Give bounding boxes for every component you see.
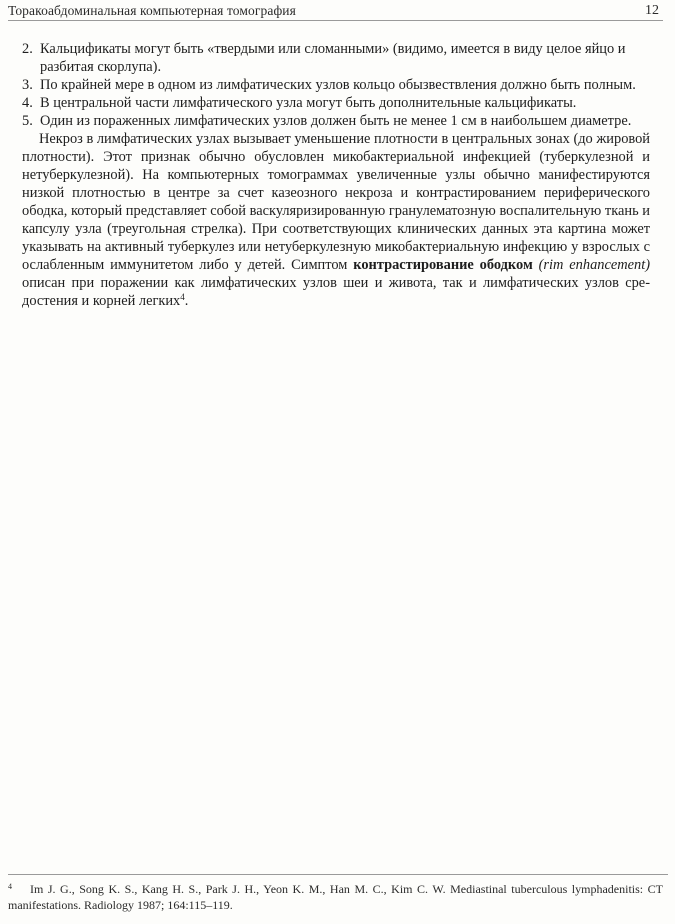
term-russian: контрастирование ободком: [353, 257, 533, 273]
paragraph-text: .: [184, 293, 189, 309]
page-body: [22, 40, 650, 310]
criteria-list: [22, 40, 650, 130]
list-item-text: В центральной части лимфатического узла могут быть дополнительные кальцификаты.: [40, 95, 577, 111]
body-paragraph: [22, 130, 650, 310]
list-item: [22, 94, 650, 112]
term-english: (rim enhancement): [538, 257, 650, 273]
list-item: [22, 40, 650, 76]
list-item: [22, 112, 650, 130]
list-item-text: Кальцификаты могут быть «твердыми или сломанными» (видимо, имеется в виду целое яйцо и разбитая скорлупа).: [40, 41, 626, 75]
list-item-text: Один из пораженных лимфатических узлов должен быть не менее 1 см в наибольшем диаметре.: [40, 113, 632, 129]
paragraph-text: описан при поражении как лимфатических узлов шеи и живота, так и лимфатических узлов средостения и корней легких: [22, 275, 650, 309]
list-item-number: 4.: [22, 95, 33, 111]
running-title: Торакоабдоминальная компьютерная томография: [8, 3, 296, 18]
footnote-divider: [8, 874, 668, 875]
footnote-reference: 4: [180, 292, 185, 302]
list-item-number: 3.: [22, 77, 33, 93]
footnote: 4 Im J. G., Song K. S., Kang H. S., Park J. H., Yeon K. M., Han M. C., Kim C. W. Mediastinal tuberculous lymphadenitis: CT manifestations. Radiology 1987; 164:115–119.: [8, 882, 663, 912]
page-number: 12: [645, 3, 659, 18]
list-item-number: 2.: [22, 41, 33, 57]
footnote-text: Im J. G., Song K. S., Kang H. S., Park J. H., Yeon K. M., Han M. C., Kim C. W. Mediastinal tuberculous lymphadenitis: CT manifestations. Radiology 1987; 164:115–119.: [8, 882, 663, 912]
list-item-text: По крайней мере в одном из лимфатических узлов кольцо обызвествления должно быть полным.: [40, 77, 636, 93]
list-item-number: 5.: [22, 113, 33, 129]
paragraph-text: Некроз в лимфатических узлах вызывает уменьшение плотности в центральных зонах (до жировой плотности). Этот признак обычно обусловлен микобактериальной инфекцией (туберкулезной и нетуберкулезной). На компьютерных томограммах увеличенные узлы обычно манифестируются низкой плотностью в центре за счет казеозного некроза и контрастированием периферического ободка, который представляет собой васкуляризированную гранулематозную воспалительную ткань и капсулу узла (треугольная стрелка). При соответствующих клинических данных эта картина может указывать на активный туберкулез или нетуберкулезную микобактериальную инфекцию у взрослых с ослабленным иммунитетом либо у детей. Симптом: [22, 131, 650, 273]
running-header: [8, 0, 663, 21]
list-item: [22, 76, 650, 94]
